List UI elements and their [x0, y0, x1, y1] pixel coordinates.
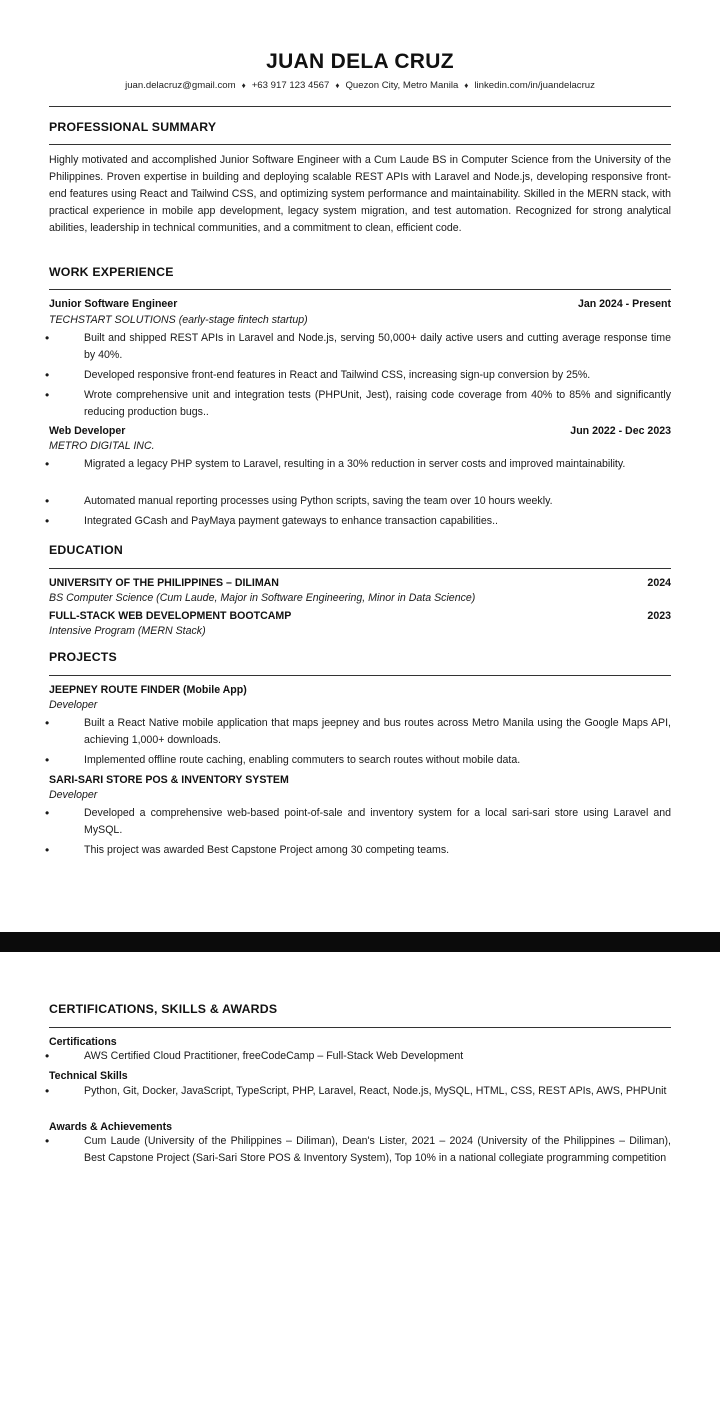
section-divider — [49, 144, 671, 145]
job-role: Junior Software Engineer — [49, 298, 178, 310]
project-name: JEEPNEY ROUTE FINDER (Mobile App) — [49, 684, 247, 696]
list-item: • Automated manual reporting processes using Python scripts, saving the team over 10 hours weekly. — [49, 493, 671, 510]
section-title-projects: PROJECTS — [49, 650, 117, 664]
bullet-icon: • — [45, 806, 50, 820]
list-item: • Developed a comprehensive web-based point-of-sale and inventory system for a local sari-sari store using Laravel and MySQL. — [45, 806, 671, 837]
header-divider — [49, 106, 671, 107]
separator-icon: ♦ — [335, 81, 340, 90]
project-role: Developer — [49, 789, 98, 801]
certifications-label: Certifications — [49, 1036, 117, 1048]
email-link[interactable]: juan.delacruz@gmail.com — [125, 80, 236, 91]
bullet-icon: • — [45, 368, 50, 382]
job-role: Web Developer — [49, 425, 126, 437]
list-item: • Developed responsive front-end features in React and Tailwind CSS, increasing sign-up conversion by 25%. — [49, 367, 671, 384]
section-title-education: EDUCATION — [49, 543, 123, 557]
list-item: • Cum Laude (University of the Philippines – Diliman), Dean's Lister, 2021 – 2024 (University of the Philippines – Diliman), Best Capstone Project (Sari-Sari Store POS & Inventory System), Top 10% in a national collegiate programming competition — [45, 1134, 671, 1165]
linkedin-link[interactable]: linkedin.com/in/juandelacruz — [474, 80, 595, 91]
separator-icon: ♦ — [464, 81, 469, 90]
bullet-icon: • — [45, 388, 50, 402]
project-name: SARI-SARI STORE POS & INVENTORY SYSTEM — [49, 774, 289, 786]
job-dates: Jun 2022 - Dec 2023 — [570, 425, 671, 437]
bullet-icon: • — [45, 753, 50, 767]
skills-label: Technical Skills — [49, 1070, 128, 1082]
section-divider — [49, 289, 671, 290]
candidate-name: JUAN DELA CRUZ — [266, 50, 454, 73]
job-header — [49, 298, 671, 310]
job-dates: Jan 2024 - Present — [577, 298, 671, 310]
section-divider — [49, 568, 671, 569]
phone-text: +63 917 123 4567 — [251, 80, 330, 91]
bullet-icon: • — [45, 457, 50, 471]
list-item: • Integrated GCash and PayMaya payment gateways to enhance transaction capabilities.. — [49, 513, 671, 530]
section-title-certs-skills: CERTIFICATIONS, SKILLS & AWARDS — [49, 1002, 278, 1016]
section-divider — [49, 675, 671, 676]
list-item: • Migrated a legacy PHP system to Laravel, resulting in a 30% reduction in server costs and improved maintainability. — [49, 456, 671, 473]
job-header — [49, 425, 671, 437]
bullet-icon: • — [45, 1049, 50, 1063]
school-name: FULL-STACK WEB DEVELOPMENT BOOTCAMP — [49, 610, 292, 622]
job-company: TECHSTART SOLUTIONS (early-stage fintech startup) — [49, 314, 308, 326]
graduation-year: 2023 — [647, 610, 671, 622]
education-detail: BS Computer Science (Cum Laude, Major in Software Engineering, Minor in Data Science) — [49, 592, 476, 604]
section-title-experience: WORK EXPERIENCE — [49, 265, 174, 279]
list-item: • This project was awarded Best Capstone Project among 30 competing teams. — [49, 842, 671, 859]
bullet-icon: • — [45, 716, 50, 730]
bullet-icon: • — [45, 843, 50, 857]
list-item: • Wrote comprehensive unit and integration tests (PHPUnit, Jest), raising code coverage from 40% to 85% and significantly reducing production bugs.. — [45, 388, 671, 419]
awards-label: Awards & Achievements — [49, 1121, 173, 1133]
bullet-icon: • — [45, 1134, 50, 1148]
resume-page-2 — [0, 952, 720, 1412]
education-detail: Intensive Program (MERN Stack) — [49, 625, 206, 637]
location-text: Quezon City, Metro Manila — [345, 80, 459, 91]
list-item: • AWS Certified Cloud Practitioner, freeCodeCamp – Full-Stack Web Development — [49, 1048, 671, 1065]
separator-icon: ♦ — [241, 81, 246, 90]
job-company: METRO DIGITAL INC. — [49, 440, 155, 452]
list-item: • Implemented offline route caching, enabling commuters to search routes without mobile data. — [49, 752, 671, 769]
school-name: UNIVERSITY OF THE PHILIPPINES – DILIMAN — [49, 577, 279, 589]
section-title-summary: PROFESSIONAL SUMMARY — [49, 120, 217, 134]
project-role: Developer — [49, 699, 98, 711]
section-divider — [49, 1027, 671, 1028]
education-header — [49, 577, 671, 589]
page-break-bar — [0, 932, 720, 952]
bullet-icon: • — [45, 494, 50, 508]
bullet-icon: • — [45, 514, 50, 528]
contact-line — [0, 80, 720, 91]
bullet-icon: • — [45, 1084, 50, 1098]
list-item: • Python, Git, Docker, JavaScript, TypeScript, PHP, Laravel, React, Node.js, MySQL, HTML, CSS, REST APIs, AWS, PHPUnit — [49, 1083, 671, 1100]
graduation-year: 2024 — [647, 577, 671, 589]
summary-paragraph: Highly motivated and accomplished Junior Software Engineer with a Cum Laude BS in Computer Science from the University of the Philippines. Proven expertise in building and deploying scalable REST APIs with Laravel and Node.js, developing responsive front-end features using React and Tailwind CSS, and optimizing system performance and maintainability. Skilled in the MERN stack, with practical experience in mobile app development, legacy system migration, and test automation. Recognized for strong analytical abilities, leadership in technical communities, and a commitment to clean, efficient code. — [49, 154, 671, 235]
list-item: • Built a React Native mobile application that maps jeepney and bus routes across Metro Manila using the Google Maps API, achieving 1,000+ downloads. — [45, 716, 671, 747]
bullet-icon: • — [45, 331, 50, 345]
education-header — [49, 610, 671, 622]
list-item: • Built and shipped REST APIs in Laravel and Node.js, serving 50,000+ daily active users and cutting average response time by 40%. — [45, 331, 671, 362]
